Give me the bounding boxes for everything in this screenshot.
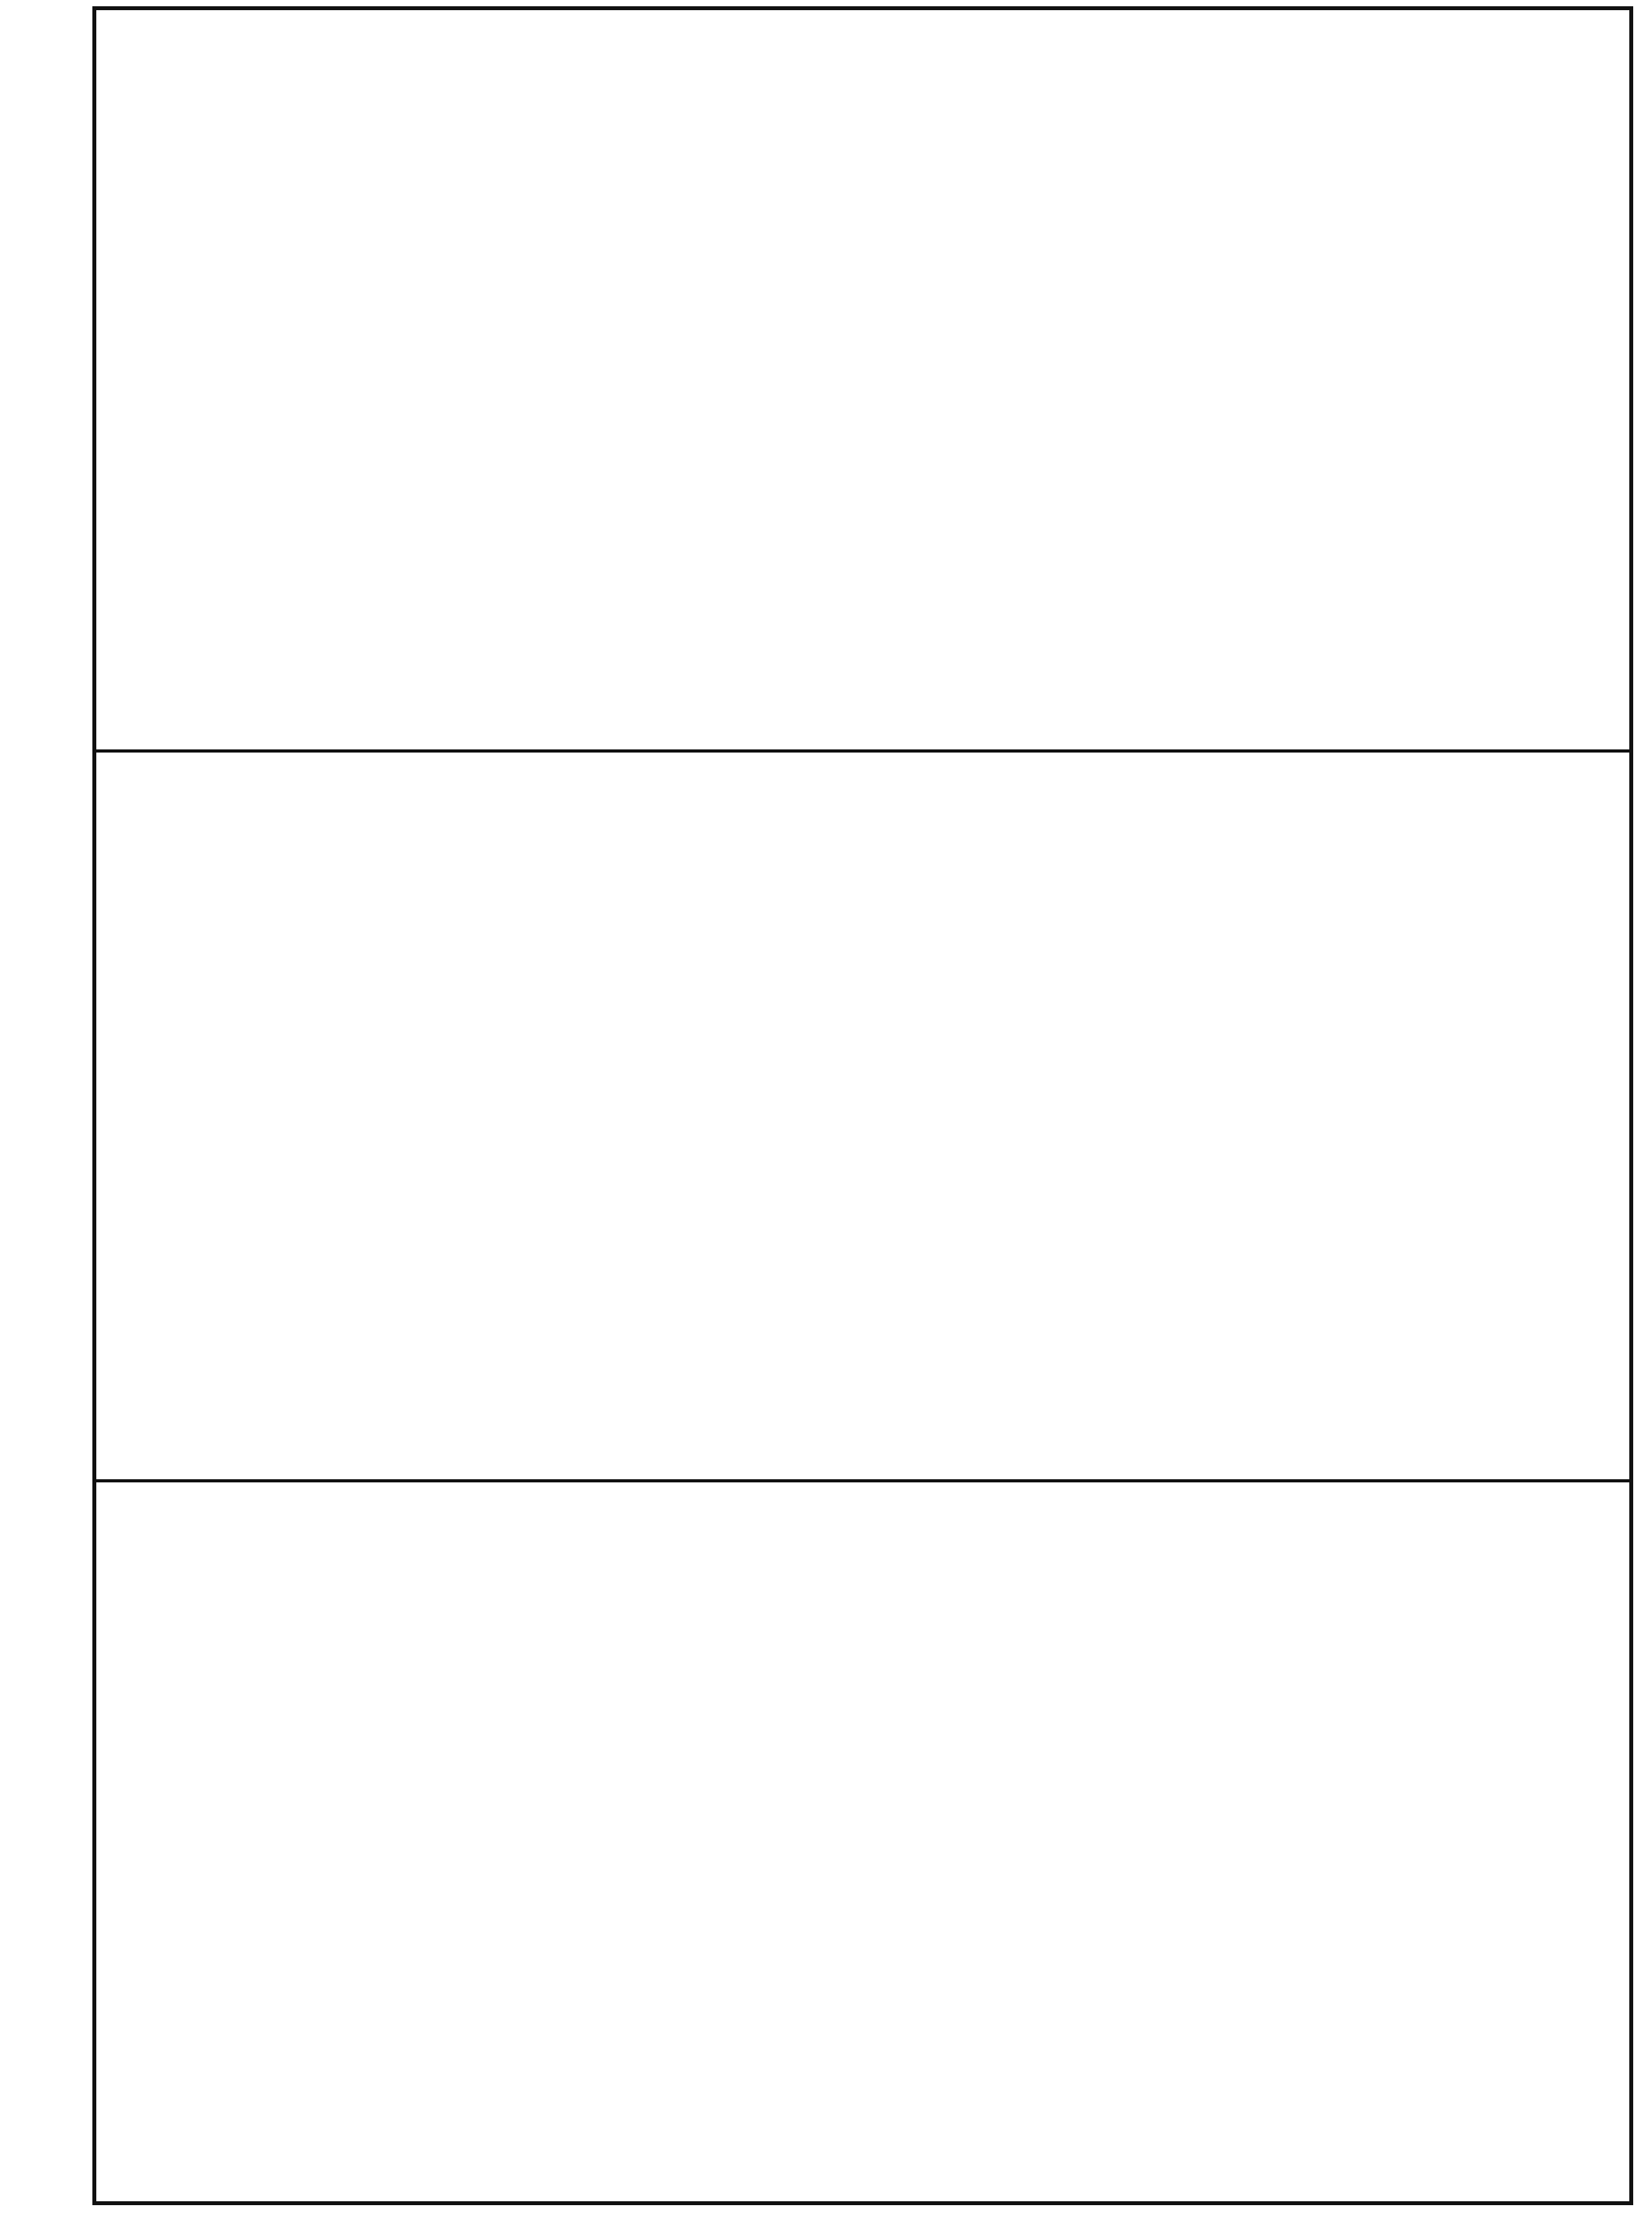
register-middle bbox=[96, 753, 1629, 1482]
register-bottom bbox=[96, 1482, 1629, 2201]
sutra-title bbox=[1524, 10, 1582, 749]
register-top-columns bbox=[128, 10, 1582, 749]
register-top bbox=[96, 10, 1629, 753]
register-bottom-columns bbox=[128, 1482, 1582, 2201]
register-middle-columns bbox=[128, 753, 1582, 1479]
translator-line bbox=[128, 10, 186, 749]
page-frame bbox=[92, 6, 1633, 2205]
